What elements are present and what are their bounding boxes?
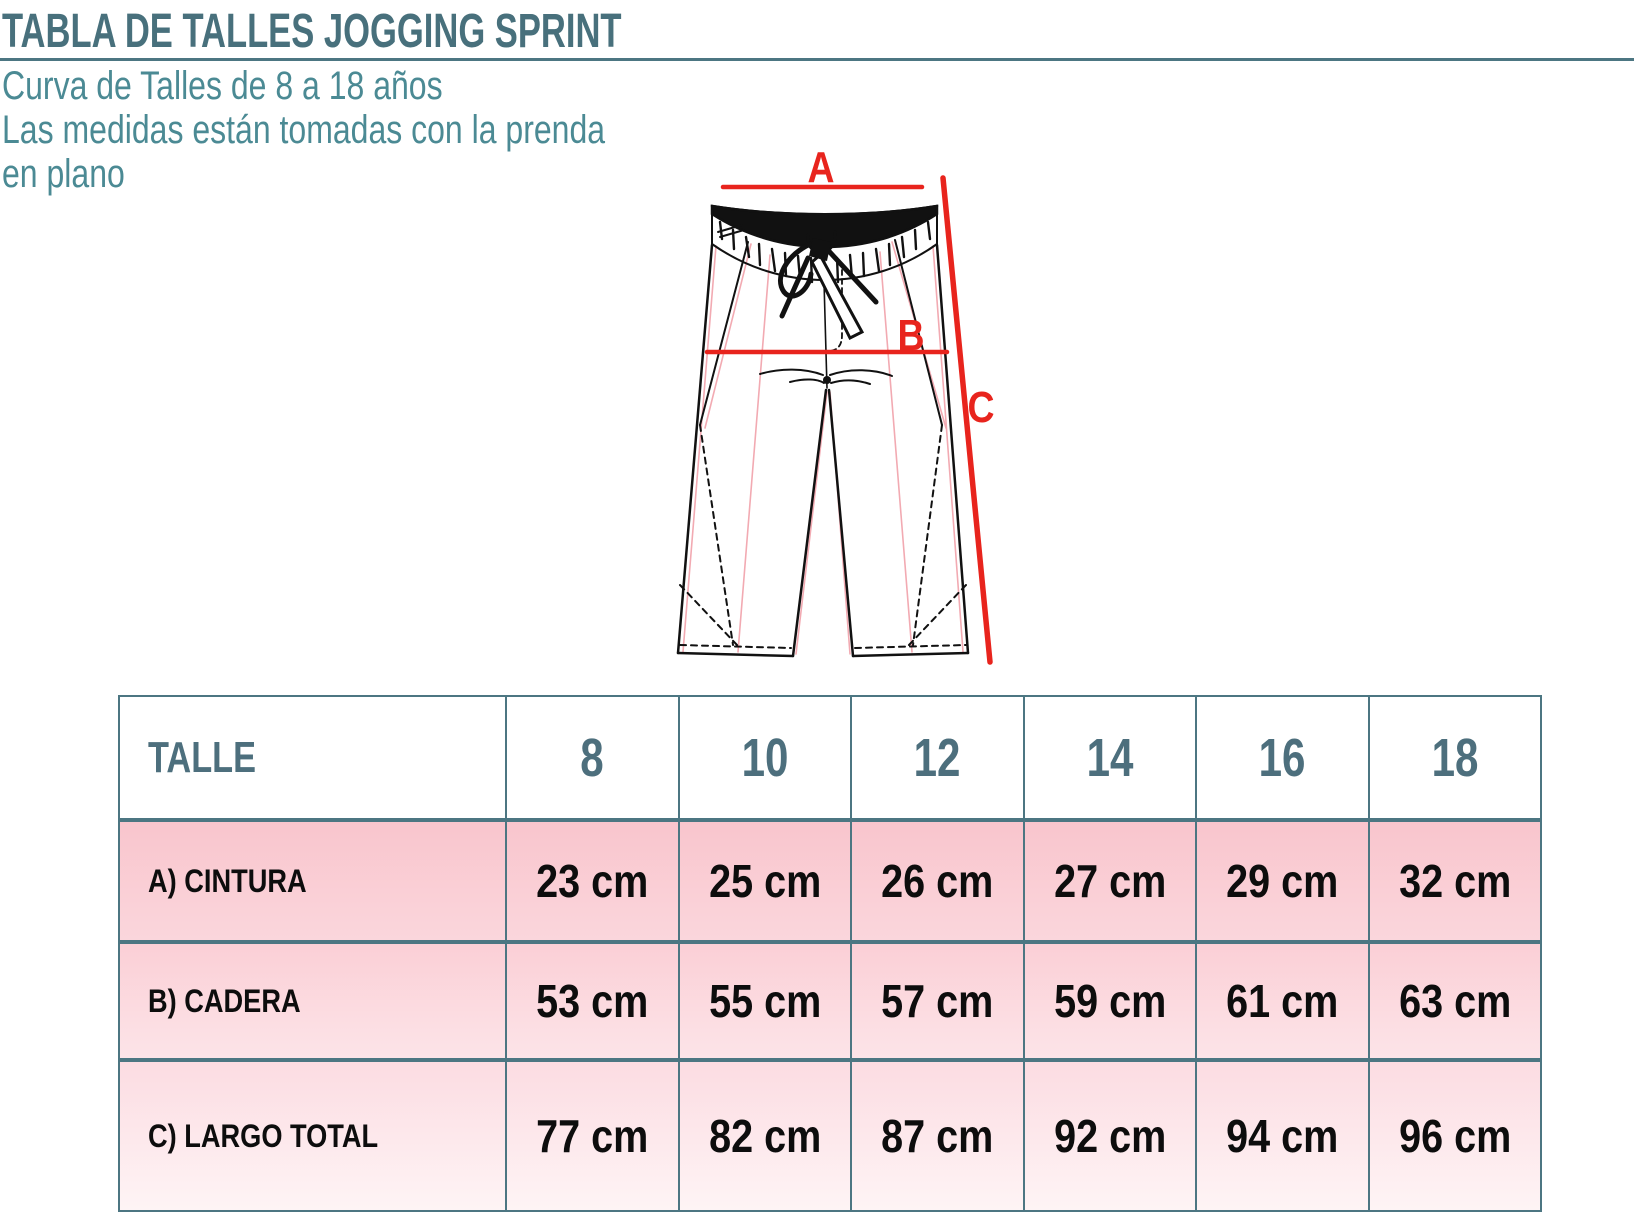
size-value-cell: 61 cm xyxy=(1195,940,1368,1058)
size-column-header xyxy=(505,697,678,818)
size-value-cell: 23 cm xyxy=(505,818,678,940)
size-18-header: 18 xyxy=(1431,727,1479,788)
size-table xyxy=(118,695,1542,1212)
talle-header-label: TALLE xyxy=(148,732,257,782)
subtitle-line: Las medidas están tomadas con la prenda xyxy=(2,108,606,152)
size-value-cell: 26 cm xyxy=(850,818,1023,940)
size-column-header xyxy=(1368,697,1541,818)
size-value-cell: 82 cm xyxy=(678,1058,851,1210)
size-value-cell: 92 cm xyxy=(1023,1058,1196,1210)
size-value-cell: 32 cm xyxy=(1368,818,1541,940)
size-value-cell: 77 cm xyxy=(505,1058,678,1210)
title-divider xyxy=(0,58,1634,61)
page-title: TABLA DE TALLES JOGGING SPRINT xyxy=(2,5,622,58)
size-value-cell: 63 cm xyxy=(1368,940,1541,1058)
size-value-cell: 57 cm xyxy=(850,940,1023,1058)
size-value-cell: 29 cm xyxy=(1195,818,1368,940)
size-value-cell: 87 cm xyxy=(850,1058,1023,1210)
drawstring-bow xyxy=(780,232,876,338)
size-value-cell: 27 cm xyxy=(1023,818,1196,940)
size-8-header: 8 xyxy=(580,727,604,788)
size-16-header: 16 xyxy=(1258,727,1306,788)
size-value-cell: 53 cm xyxy=(505,940,678,1058)
pants-outline xyxy=(678,206,968,656)
size-column-header xyxy=(678,697,851,818)
size-10-header: 10 xyxy=(741,727,789,788)
cadera-label: B) CADERA xyxy=(148,982,301,1019)
size-value-cell: 59 cm xyxy=(1023,940,1196,1058)
size-value-cell: 94 cm xyxy=(1195,1058,1368,1210)
size-value-cell: 25 cm xyxy=(678,818,851,940)
size-column-header xyxy=(1195,697,1368,818)
table-row-label xyxy=(120,1058,505,1210)
size-column-header xyxy=(850,697,1023,818)
cintura-label: A) CINTURA xyxy=(148,862,307,899)
size-value-cell: 55 cm xyxy=(678,940,851,1058)
subtitle xyxy=(2,64,605,196)
table-row-label xyxy=(120,940,505,1058)
jogging-pants-sketch xyxy=(630,140,1010,670)
measure-label-c: C xyxy=(967,383,995,432)
subtitle-line: Curva de Talles de 8 a 18 años xyxy=(2,64,443,108)
size-12-header: 12 xyxy=(913,727,961,788)
table-row-label xyxy=(120,818,505,940)
size-14-header: 14 xyxy=(1086,727,1134,788)
size-value-cell: 96 cm xyxy=(1368,1058,1541,1210)
subtitle-line: en plano xyxy=(2,152,125,196)
size-column-header xyxy=(1023,697,1196,818)
table-header-talle xyxy=(120,697,505,818)
measure-label-a: A xyxy=(807,143,835,192)
measure-label-b: B xyxy=(897,311,925,360)
largo-total-label: C) LARGO TOTAL xyxy=(148,1117,379,1154)
